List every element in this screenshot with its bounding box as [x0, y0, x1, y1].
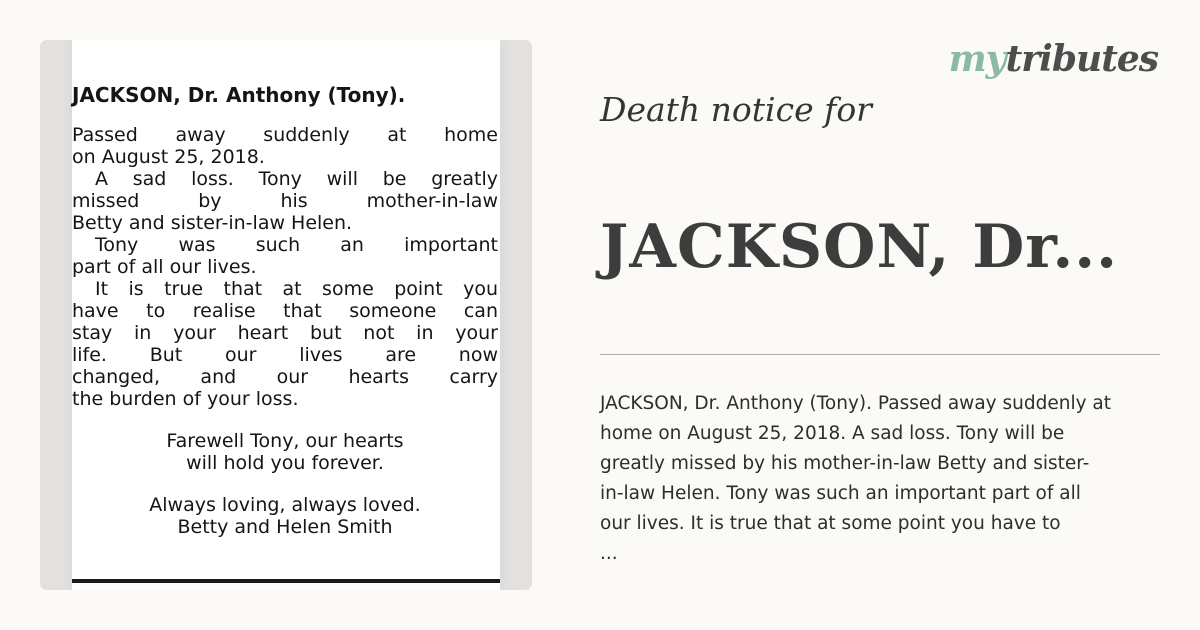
summary-ellipsis: ...	[600, 543, 618, 564]
logo-tributes: tributes	[1005, 38, 1158, 80]
notice-line: Always loving, always loved.	[149, 494, 421, 516]
summary-line: JACKSON, Dr. Anthony (Tony). Passed away suddenly at	[600, 393, 1111, 414]
mytributes-logo[interactable]	[949, 38, 1158, 80]
summary-line: greatly missed by his mother-in-law Betty and sister-	[600, 453, 1090, 474]
notice-line: Passed away suddenly at home	[72, 124, 498, 146]
page-subtitle: Death notice for	[600, 90, 872, 129]
notice-line: the burden of your loss.	[72, 388, 299, 410]
notice-line: have to realise that someone can	[72, 300, 498, 322]
notice-line: A sad loss. Tony will be greatly	[95, 168, 498, 190]
notice-image-panel	[40, 40, 532, 590]
notice-line: Betty and sister-in-law Helen.	[72, 212, 353, 234]
notice-summary	[600, 389, 1160, 569]
summary-line: in-law Helen. Tony was such an important part of all	[600, 483, 1081, 504]
divider	[600, 354, 1160, 355]
notice-line: will hold you forever.	[186, 452, 384, 474]
notice-line: It is true that at some point you	[95, 278, 498, 300]
deceased-name-title: JACKSON, Dr...	[600, 212, 1119, 282]
notice-line: stay in your heart but not in your	[72, 322, 498, 344]
notice-line: Farewell Tony, our hearts	[166, 430, 404, 452]
summary-line: our lives. It is true that at some point you have to	[600, 513, 1061, 534]
notice-line: Betty and Helen Smith	[177, 516, 393, 538]
notice-line: missed by his mother-in-law	[72, 190, 498, 212]
notice-line: Tony was such an important	[95, 234, 498, 256]
notice-line: part of all our lives.	[72, 256, 257, 278]
notice-line: changed, and our hearts carry	[72, 366, 498, 388]
notice-line: on August 25, 2018.	[72, 146, 265, 168]
notice-body	[72, 124, 498, 538]
notice-heading: JACKSON, Dr. Anthony (Tony).	[72, 83, 406, 107]
logo-my: my	[948, 38, 1006, 80]
notice-bottom-rule	[72, 579, 500, 583]
notice-line: life. But our lives are now	[72, 344, 498, 366]
summary-line: home on August 25, 2018. A sad loss. Tony will be	[600, 423, 1065, 444]
newspaper-notice-clipping	[72, 40, 500, 590]
